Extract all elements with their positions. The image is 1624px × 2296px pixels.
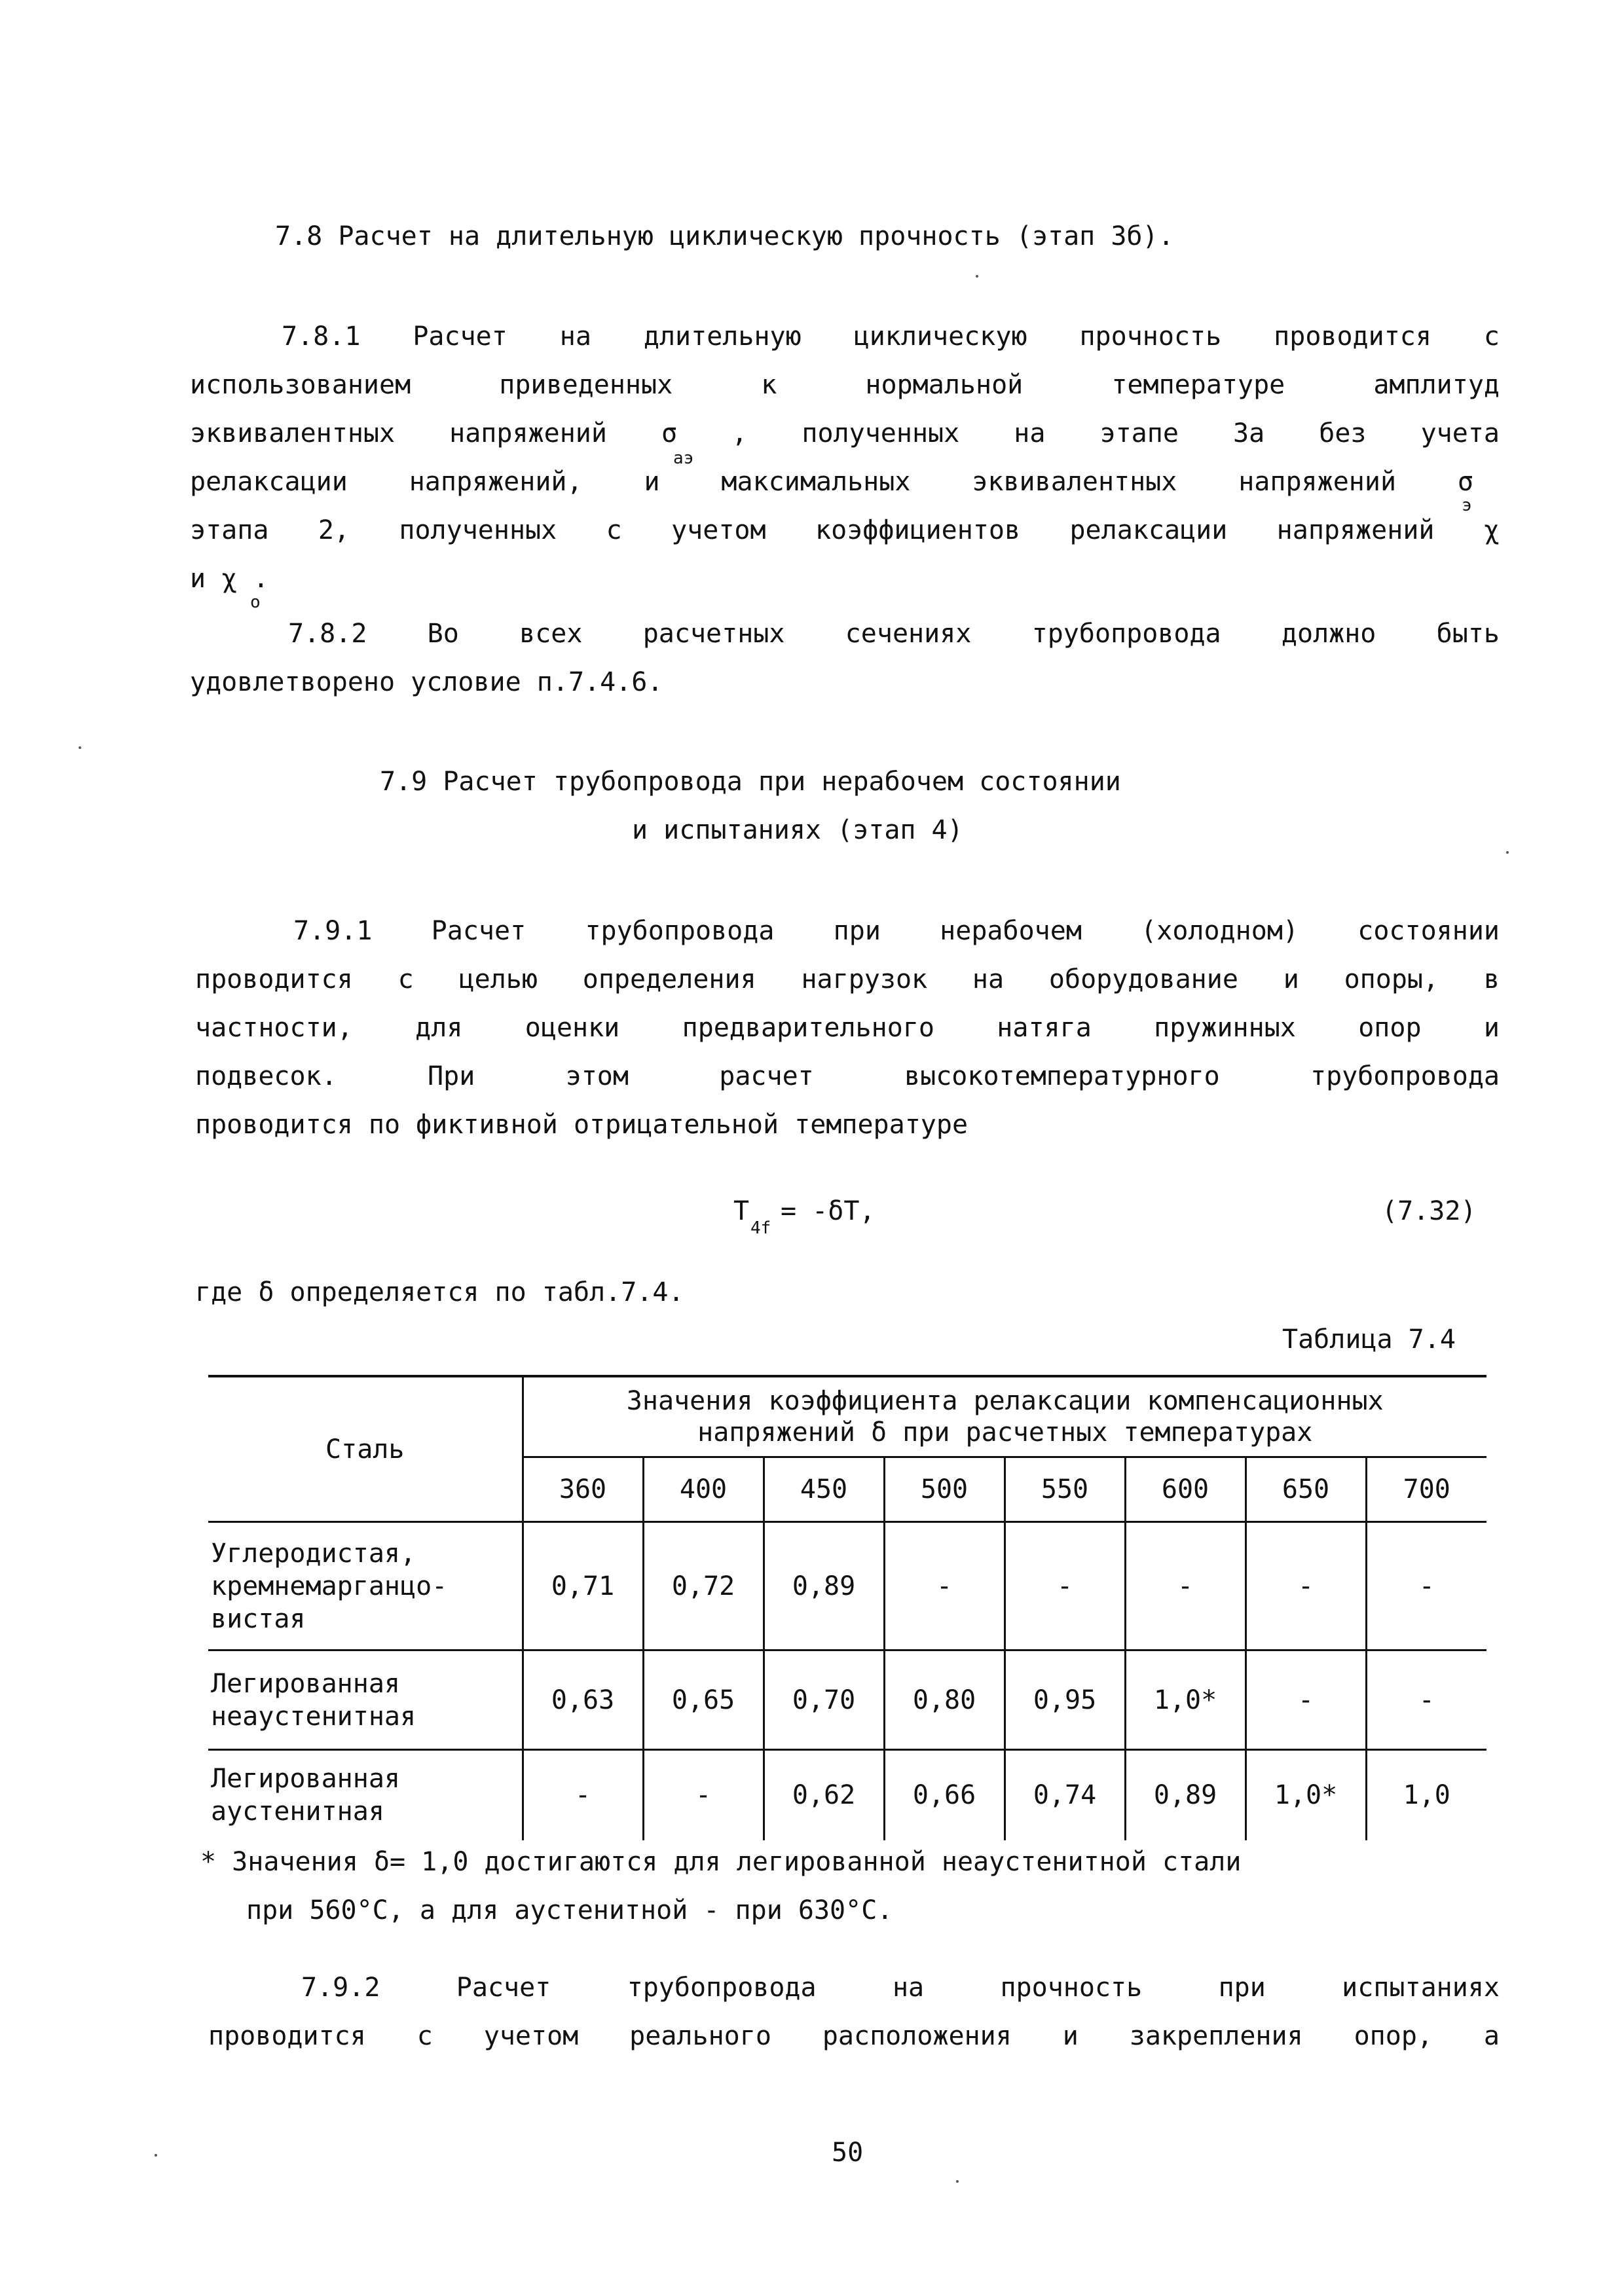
value-cell: 0,65	[643, 1650, 764, 1750]
scan-speck	[976, 275, 978, 278]
temp-header: 550	[1005, 1457, 1125, 1522]
paragraph-7-8-1-line-3: эквивалентных напряжений σ , полученных на этапе 3а без учета	[190, 418, 1500, 448]
steel-name-line: вистая	[211, 1603, 306, 1634]
table-caption: Таблица 7.4	[1282, 1324, 1456, 1355]
table-footnote-line-1: * Значения δ= 1,0 достигаются для легированной неаустенитной стали	[200, 1847, 1242, 1877]
steel-name-line: Углеродистая,	[211, 1538, 416, 1569]
value-cell: -	[1246, 1522, 1366, 1650]
col-header-coefficients-line-2: напряжений δ при расчетных температурах	[697, 1417, 1313, 1448]
temp-header: 500	[884, 1457, 1005, 1522]
value-cell: 0,62	[764, 1750, 884, 1840]
scan-speck	[79, 746, 81, 749]
section-heading-7-9-line-1: 7.9 Расчет трубопровода при нерабочем состоянии	[380, 767, 1121, 797]
paragraph-7-9-1-line-5: проводится по фиктивной отрицательной температуре	[195, 1110, 969, 1140]
value-cell: -	[1366, 1650, 1486, 1750]
col-header-steel: Сталь	[208, 1376, 523, 1522]
paragraph-7-8-1-line-4: релаксации напряжений, и максимальных эквивалентных напряжений σ	[190, 467, 1473, 497]
table-reference-text: где δ определяется по табл.7.4.	[195, 1277, 684, 1307]
table-row	[208, 1650, 1486, 1750]
formula-lhs: T	[733, 1196, 750, 1226]
value-cell: 1,0*	[1246, 1750, 1366, 1840]
page-number: 50	[832, 2138, 864, 2168]
value-cell: 1,0	[1366, 1750, 1486, 1840]
value-cell: 0,72	[643, 1522, 764, 1650]
paragraph-7-8-1-line-5: этапа 2, полученных с учетом коэффициентов релаксации напряжений χ	[190, 515, 1500, 545]
paragraph-7-9-2-line-2: проводится с учетом реального расположения и закрепления опор, а	[208, 2021, 1500, 2051]
paragraph-7-9-1-line-2: проводится с целью определения нагрузок на оборудование и опоры, в	[195, 964, 1500, 994]
steel-name-line: аустенитная	[211, 1796, 384, 1827]
paragraph-7-9-1-line-3: частности, для оценки предварительного натяга пружинных опор и	[195, 1013, 1500, 1043]
subscript-e: э	[1462, 496, 1472, 515]
temp-header: 700	[1366, 1457, 1486, 1522]
section-heading-7-8: 7.8 Расчет на длительную циклическую прочность (этап 3б).	[275, 221, 1174, 251]
paragraph-7-9-1-line-1: 7.9.1 Расчет трубопровода при нерабочем (холодном) состоянии	[293, 916, 1500, 946]
steel-name-cell	[208, 1522, 523, 1650]
value-cell: 0,70	[764, 1650, 884, 1750]
value-cell: 1,0*	[1125, 1650, 1246, 1750]
value-cell: 0,74	[1005, 1750, 1125, 1840]
steel-name-line: неаустенитная	[211, 1701, 416, 1732]
value-cell: 0,80	[884, 1650, 1005, 1750]
scan-speck	[1506, 851, 1509, 854]
temp-header: 450	[764, 1457, 884, 1522]
value-cell: -	[643, 1750, 764, 1840]
paragraph-7-8-2-line-1: 7.8.2 Во всех расчетных сечениях трубопровода должно быть	[288, 619, 1500, 649]
value-cell: 0,63	[523, 1650, 643, 1750]
steel-name-line: Легированная	[211, 1668, 400, 1699]
paragraph-7-8-1-line-1: 7.8.1 Расчет на длительную циклическую прочность проводится с	[282, 321, 1500, 352]
table-row	[208, 1750, 1486, 1840]
section-heading-7-9-line-2: и испытаниях (этап 4)	[632, 815, 963, 845]
temp-header: 360	[523, 1457, 643, 1522]
value-cell: -	[1005, 1522, 1125, 1650]
subscript-o: о	[250, 592, 261, 612]
paragraph-7-9-1-line-4: подвесок. При этом расчет высокотемпературного трубопровода	[195, 1061, 1500, 1091]
table-7-4	[208, 1375, 1486, 1840]
subscript-ae: аэ	[673, 448, 694, 468]
paragraph-7-9-2-line-1: 7.9.2 Расчет трубопровода на прочность при испытаниях	[301, 1973, 1500, 2003]
paragraph-7-8-2-line-2: удовлетворено условие п.7.4.6.	[190, 667, 663, 697]
scan-speck	[155, 2154, 157, 2157]
paragraph-7-8-1-line-6: и χ .	[190, 564, 269, 594]
temp-header: 400	[643, 1457, 764, 1522]
value-cell: -	[1366, 1522, 1486, 1650]
value-cell: -	[1125, 1522, 1246, 1650]
value-cell: 0,71	[523, 1522, 643, 1650]
steel-name-cell	[208, 1650, 523, 1750]
paragraph-7-8-1-line-2: использованием приведенных к нормальной температуре амплитуд	[190, 370, 1500, 400]
temp-header: 600	[1125, 1457, 1246, 1522]
scan-speck	[956, 2180, 959, 2183]
formula-rhs: = -δT,	[781, 1196, 876, 1226]
value-cell: -	[1246, 1650, 1366, 1750]
steel-name-cell	[208, 1750, 523, 1840]
value-cell: 0,89	[764, 1522, 884, 1650]
value-cell: -	[523, 1750, 643, 1840]
steel-name-line: Легированная	[211, 1764, 400, 1795]
value-cell: 0,95	[1005, 1650, 1125, 1750]
steel-name-line: кремнемарганцо-	[211, 1571, 448, 1601]
col-header-coefficients-line-1: Значения коэффициента релаксации компенсационных	[626, 1386, 1384, 1416]
table-footnote-line-2: при 560°C, а для аустенитной - при 630°C.	[246, 1895, 893, 1925]
value-cell: -	[884, 1522, 1005, 1650]
temp-header: 650	[1246, 1457, 1366, 1522]
formula-number: (7.32)	[1382, 1196, 1477, 1226]
col-header-coefficients	[523, 1376, 1486, 1457]
table-row	[208, 1522, 1486, 1650]
formula-lhs-subscript: 4f	[750, 1218, 771, 1238]
value-cell: 0,66	[884, 1750, 1005, 1840]
value-cell: 0,89	[1125, 1750, 1246, 1840]
